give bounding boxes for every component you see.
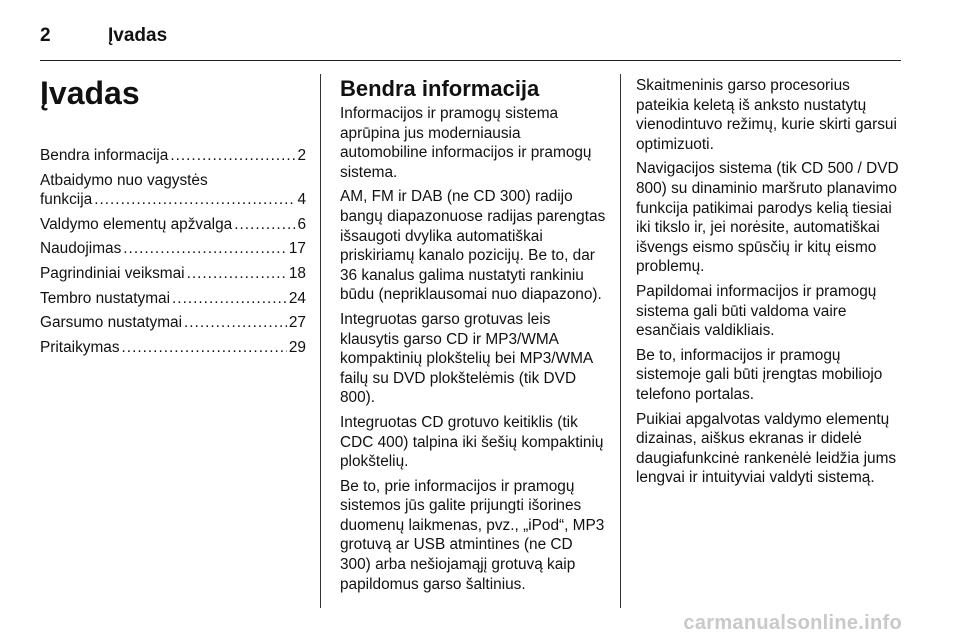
toc-entry-label: Bendra informacija (40, 147, 169, 164)
toc-entry-label-line1: Atbaidymo nuo vagystės (40, 171, 208, 189)
toc-entry-page: 6 (297, 215, 306, 233)
section-body-continued (636, 76, 906, 488)
page-header (40, 16, 901, 56)
toc-entry-page: 4 (297, 191, 306, 209)
toc-leader-dots (187, 264, 287, 284)
toc-leader-dots (234, 215, 295, 235)
toc-entry-label: Pritaikymas (40, 338, 120, 356)
toc-entry-page: 18 (288, 264, 306, 282)
toc-list (40, 146, 306, 357)
watermark: carmanualsonline.info (683, 612, 902, 634)
section-body (340, 104, 606, 594)
page-number: 2 (40, 25, 51, 46)
paragraph: Papildomai informacijos ir pramogų sistema gali būti valdoma vaire esančiais valdikliais. (636, 282, 877, 340)
paragraph: Be to, prie informacijos ir pramogų sistemos jūs galite prijungti išorines duomenų laikmenas, pvz., „iPod“, MP3 grotuvą ar USB atmintines (ne CD 300) arba nešiojamąjį grotuvą kaip papildomus garso šaltinius. (340, 477, 605, 593)
paragraph: Puikiai apgalvotas valdymo elementų dizainas, aiškus ekranas ir didelė daugiafunkcinė rankenėlė leidžia jums lengvai ir intuityviai valdyti sistemą. (636, 410, 897, 487)
paragraph: AM, FM ir DAB (ne CD 300) radijo bangų diapazonuose radijas parengtas išsaugoti dvylika automatiškai priskiriamų kanalo pozicijų. Be to, dar 36 kanalus galima nustatyti rankiniu būdu (nepriklausomai nuo diapazono). (340, 188, 606, 304)
chapter-title: Įvadas (108, 25, 168, 46)
toc-leader-dots (94, 190, 295, 210)
toc-entry-page: 27 (288, 314, 306, 332)
paragraph: Navigacijos sistema (tik CD 500 / DVD 800) su dinaminio maršruto planavimo funkcija patikimai parodys kelią tiesiai iki tikslo ir, jei norėsite, automatiškai išvengs eismo spūsčių ir kitų eismo problemų. (636, 160, 899, 276)
toc-entry-page: 24 (288, 289, 306, 307)
toc-entry-label: Garsumo nustatymai (40, 314, 182, 332)
paragraph: Skaitmeninis garso procesorius pateikia keletą iš anksto nustatytų vienodintuvo režimų, kurie skirti garsui optimizuoti. (636, 77, 897, 153)
toc-leader-dots (170, 146, 295, 166)
toc-entry[interactable] (40, 215, 306, 235)
text-column-3 (636, 76, 906, 493)
toc-entry-label: Naudojimas (40, 240, 122, 258)
section-title: Bendra informacija (340, 76, 540, 101)
toc-entry[interactable] (40, 239, 306, 259)
toc-entry[interactable] (40, 171, 306, 210)
toc-title: Įvadas (40, 75, 140, 111)
toc-entry[interactable] (40, 146, 306, 166)
toc-leader-dots (122, 338, 287, 358)
toc-entry[interactable] (40, 338, 306, 358)
header-rule (40, 60, 901, 61)
toc-entry-label: Tembro nustatymai (40, 289, 171, 307)
column-divider (620, 74, 621, 608)
toc-leader-dots (123, 239, 287, 259)
toc-entry[interactable] (40, 264, 306, 284)
paragraph: Integruotas CD grotuvo keitiklis (tik CDC 400) talpina iki šešių kompaktinių plokštelių. (340, 413, 604, 471)
toc-leader-dots (172, 289, 287, 309)
paragraph: Be to, informacijos ir pramogų sistemoje gali būti įrengtas mobiliojo telefono portalas. (636, 346, 883, 403)
paragraph: Informacijos ir pramogų sistema aprūpina jus moderniausia automobiline informacijos ir pramogų sistema. (340, 105, 592, 181)
toc-entry[interactable] (40, 313, 306, 333)
paragraph: Integruotas garso grotuvas leis klausytis garso CD ir MP3/WMA kompaktinių plokštelių bei MP3/WMA failų su DVD plokštelėmis (tik DVD 800). (340, 310, 593, 407)
toc-entry-page: 2 (297, 147, 306, 164)
column-divider (320, 74, 321, 608)
toc-entry[interactable] (40, 289, 306, 309)
toc-entry-label: Pagrindiniai veiksmai (40, 264, 185, 282)
toc-entry-label: Valdymo elementų apžvalga (40, 215, 233, 233)
toc-column (40, 70, 306, 362)
toc-entry-page: 17 (288, 240, 306, 258)
text-column-2 (340, 76, 606, 599)
toc-entry-label: funkcija (40, 191, 93, 209)
toc-leader-dots (184, 313, 287, 333)
toc-entry-page: 29 (288, 338, 306, 356)
